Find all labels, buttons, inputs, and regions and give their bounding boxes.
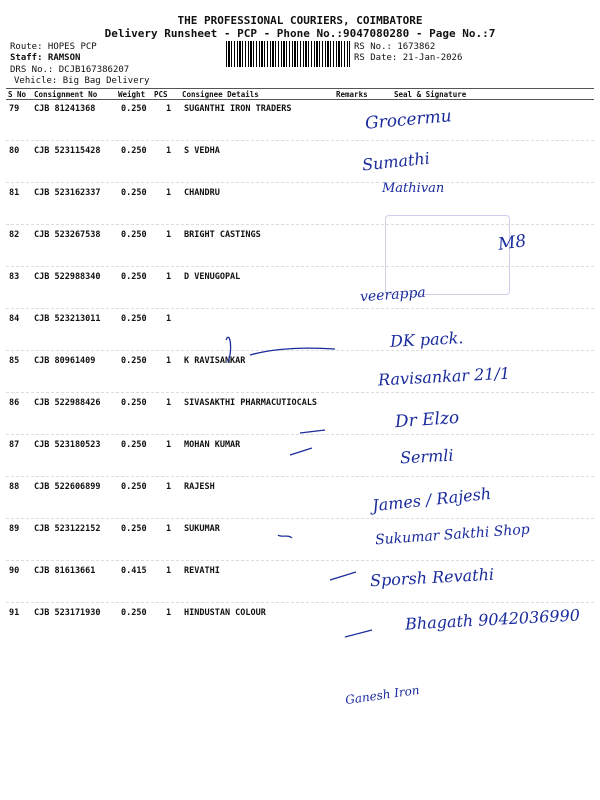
pen-stroke-90 — [330, 572, 356, 580]
signature-86: Dr Elzo — [394, 407, 460, 433]
row-consignment: CJB 522606899 — [34, 482, 101, 492]
row-consignee: CHANDRU — [184, 188, 220, 198]
row-consignee: SIVASAKTHI PHARMACUTIOCALS — [184, 398, 318, 408]
row-sno: 90 — [9, 566, 20, 576]
row-sno: 85 — [9, 356, 20, 366]
row-weight: 0.250 — [121, 188, 147, 198]
row-consignee: K RAVISANKAR — [184, 356, 246, 366]
route-label: Route: HOPES PCP — [10, 42, 97, 52]
row-sno: 86 — [9, 398, 20, 408]
row-pcs: 1 — [166, 188, 172, 198]
row-consignment: CJB 523180523 — [34, 440, 101, 450]
rs-number: RS No.: 1673862 — [354, 42, 436, 52]
signature-90: Sporsh Revathi — [369, 564, 495, 591]
signature-85: Ravisankar 21/1 — [377, 363, 511, 390]
col-remarks: Remarks — [336, 90, 368, 99]
row-consignment: CJB 81241368 — [34, 104, 96, 114]
row-consignee: RAJESH — [184, 482, 215, 492]
signature-88: James / Rajesh — [371, 483, 492, 516]
row-pcs: 1 — [166, 398, 172, 408]
row-weight: 0.250 — [121, 608, 147, 618]
rs-date: RS Date: 21-Jan-2026 — [354, 53, 463, 63]
row-pcs: 1 — [166, 272, 172, 282]
row-consignment: CJB 523162337 — [34, 188, 101, 198]
row-consignee: SUKUMAR — [184, 524, 220, 534]
bottom-signature: Ganesh Iron — [344, 682, 421, 708]
row-weight: 0.250 — [121, 356, 147, 366]
row-consignment: CJB 523213011 — [34, 314, 101, 324]
row-consignment: CJB 523267538 — [34, 230, 101, 240]
signature-87: Sermli — [399, 445, 454, 468]
pen-stroke-86 — [300, 430, 325, 433]
pen-stroke-85-a — [226, 337, 231, 362]
row-consignee: BRIGHT CASTINGS — [184, 230, 261, 240]
row-consignment: CJB 80961409 — [34, 356, 96, 366]
row-sno: 84 — [9, 314, 20, 324]
vehicle-label: Vehicle: Big Bag Delivery — [14, 76, 150, 86]
col-consignee: Consignee Details — [182, 90, 259, 99]
col-seal: Seal & Signature — [394, 90, 467, 99]
row-sno: 82 — [9, 230, 20, 240]
row-weight: 0.250 — [121, 230, 147, 240]
row-sno: 88 — [9, 482, 20, 492]
pen-stroke-91 — [345, 630, 372, 637]
signature-83: veerappa — [359, 284, 427, 306]
row-pcs: 1 — [166, 440, 172, 450]
row-weight: 0.250 — [121, 314, 147, 324]
pen-stroke-85-b — [250, 348, 335, 355]
row-sno: 83 — [9, 272, 20, 282]
row-consignee: SUGANTHI IRON TRADERS — [184, 104, 292, 114]
pen-stroke-87 — [290, 448, 312, 455]
row-weight: 0.250 — [121, 440, 147, 450]
row-weight: 0.250 — [121, 146, 147, 156]
row-pcs: 1 — [166, 608, 172, 618]
col-consignment: Consignment No — [34, 90, 98, 99]
row-sno: 89 — [9, 524, 20, 534]
col-sno: S No — [8, 90, 27, 99]
row-weight: 0.250 — [121, 482, 147, 492]
row-consignment: CJB 81613661 — [34, 566, 96, 576]
row-consignee: HINDUSTAN COLOUR — [184, 608, 266, 618]
signature-81: Mathivan — [382, 181, 445, 196]
row-consignment: CJB 523115428 — [34, 146, 101, 156]
row-pcs: 1 — [166, 524, 172, 534]
row-sno: 80 — [9, 146, 20, 156]
drs-label: DRS No.: DCJB167386207 — [10, 65, 130, 75]
company-title: THE PROFESSIONAL COURIERS, COIMBATORE — [177, 14, 423, 27]
signature-79: Grocermu — [364, 106, 453, 134]
row-pcs: 1 — [166, 104, 172, 114]
row-sno: 79 — [9, 104, 20, 114]
staff-label: Staff: RAMSON — [10, 53, 81, 63]
signature-82: M8 — [496, 231, 528, 255]
signature-80: Sumathi — [361, 148, 431, 175]
row-consignee: D VENUGOPAL — [184, 272, 241, 282]
runsheet-subtitle: Delivery Runsheet - PCP - Phone No.:9047080280 - Page No.:7 — [104, 27, 496, 40]
row-pcs: 1 — [166, 482, 172, 492]
col-pcs: PCS — [154, 90, 168, 99]
row-pcs: 1 — [166, 566, 172, 576]
pen-stroke-89 — [278, 535, 292, 538]
row-consignee: REVATHI — [184, 566, 220, 576]
row-weight: 0.415 — [121, 566, 147, 576]
col-weight: Weight — [118, 90, 146, 99]
row-pcs: 1 — [166, 356, 172, 366]
row-sno: 87 — [9, 440, 20, 450]
row-pcs: 1 — [166, 146, 172, 156]
signature-91: Bhagath 9042036990 — [404, 605, 581, 634]
row-consignee: S VEDHA — [184, 146, 220, 156]
row-sno: 91 — [9, 608, 20, 618]
row-pcs: 1 — [166, 230, 172, 240]
signature-89: Sukumar Sakthi Shop — [374, 521, 531, 549]
row-consignment: CJB 522988426 — [34, 398, 101, 408]
signature-84: DK pack. — [389, 328, 464, 351]
row-weight: 0.250 — [121, 398, 147, 408]
row-pcs: 1 — [166, 314, 172, 324]
row-consignee: MOHAN KUMAR — [184, 440, 241, 450]
row-sno: 81 — [9, 188, 20, 198]
row-weight: 0.250 — [121, 272, 147, 282]
row-weight: 0.250 — [121, 104, 147, 114]
row-consignment: CJB 522988340 — [34, 272, 101, 282]
row-consignment: CJB 523171930 — [34, 608, 101, 618]
row-consignment: CJB 523122152 — [34, 524, 101, 534]
row-weight: 0.250 — [121, 524, 147, 534]
